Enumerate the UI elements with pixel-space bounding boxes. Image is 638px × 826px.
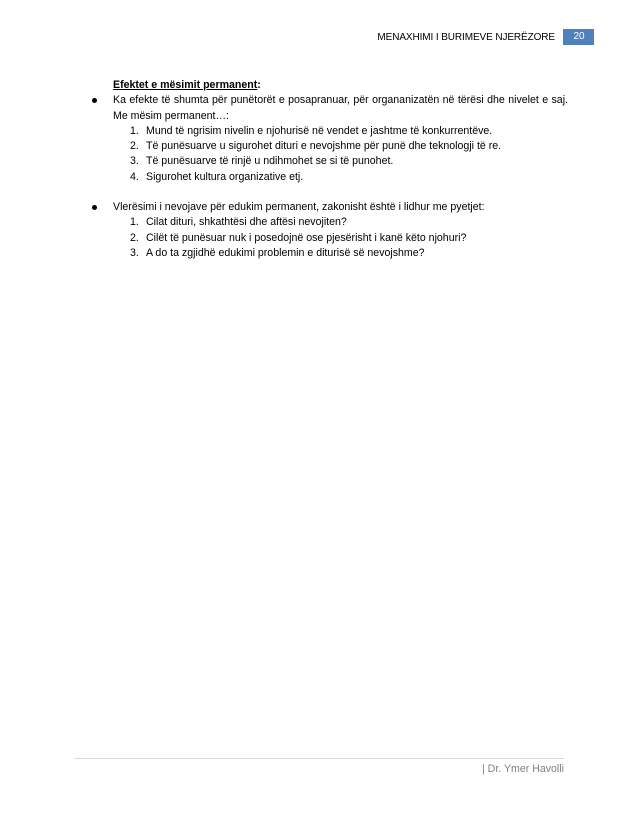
footer-author: | Dr. Ymer Havolli xyxy=(481,763,564,775)
bullet-dot-icon xyxy=(92,98,97,103)
bullet-dot-icon xyxy=(92,205,97,210)
bullet-text: Ka efekte të shumta për punëtorët e posapranuar, për organanizatën në tërësi dhe nivelet e saj. Me mësim permanent…: xyxy=(113,94,568,122)
bullet-text: Vlerësimi i nevojave për edukim permanent, zakonisht është i lidhur me pyetjet: xyxy=(113,201,485,214)
list-item-text: A do ta zgjidhë edukimi problemin e diturisë së nevojshme? xyxy=(146,246,425,259)
list-item-text: Mund të ngrisim nivelin e njohurisë në vendet e jashtme të konkurrentëve. xyxy=(146,124,493,137)
page-header xyxy=(377,29,594,45)
page-content xyxy=(88,78,568,261)
section-heading-text: Efektet e mësimit permanent xyxy=(113,79,258,91)
list-item-text: Cilat dituri, shkathtësi dhe aftësi nevojiten? xyxy=(146,216,347,229)
list-number: 4. xyxy=(130,170,139,183)
page-number: 20 xyxy=(564,29,594,45)
list-number: 1. xyxy=(130,216,139,229)
list-item-text: Sigurohet kultura organizative etj. xyxy=(146,170,304,183)
list-number: 2. xyxy=(130,231,139,244)
list-item xyxy=(130,124,568,139)
footer-rule xyxy=(74,758,564,759)
bullet-item xyxy=(88,200,568,215)
list-item xyxy=(130,246,568,261)
list-item xyxy=(130,215,568,230)
list-item-text: Të punësuarve u sigurohet dituri e nevojshme për punë dhe teknologji të re. xyxy=(146,140,502,153)
numbered-list xyxy=(88,215,568,261)
numbered-list xyxy=(88,124,568,185)
paragraph-spacer xyxy=(88,185,568,200)
list-item xyxy=(130,139,568,154)
list-item-text: Të punësuarve të rinjë u ndihmohet se si të punohet. xyxy=(146,155,394,168)
list-item xyxy=(130,170,568,185)
bullet-item xyxy=(88,93,568,124)
list-number: 3. xyxy=(130,246,139,259)
list-number: 2. xyxy=(130,140,139,153)
list-item xyxy=(130,231,568,246)
header-title: MENAXHIMI I BURIMEVE NJERËZORE xyxy=(377,31,555,43)
list-number: 3. xyxy=(130,155,139,168)
list-number: 1. xyxy=(130,124,139,137)
section-heading-colon: : xyxy=(257,79,261,91)
list-item xyxy=(130,154,568,169)
list-item-text: Cilët të punësuar nuk i posedojnë ose pjesërisht i kanë këto njohuri? xyxy=(146,231,467,244)
section-heading xyxy=(113,78,568,93)
